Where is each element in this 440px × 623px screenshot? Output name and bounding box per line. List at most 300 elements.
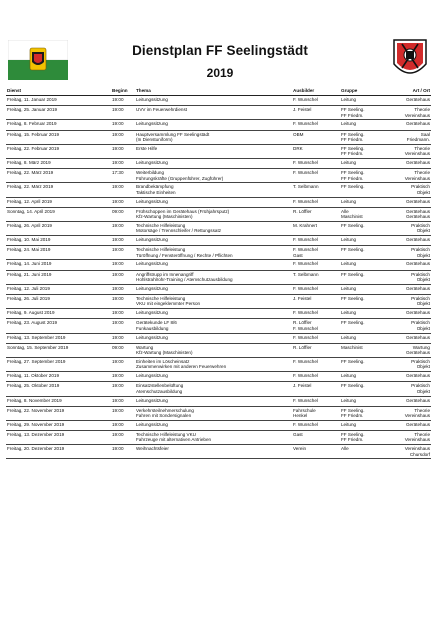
- column-header-dienst: Dienst: [7, 88, 22, 93]
- cell-begin: 19:00: [112, 397, 124, 403]
- cell-thema-line: Motorsäge / Trennschleifer / Rettungssatz: [136, 228, 222, 234]
- cell-art-ort-line: Praktisch: [411, 296, 430, 301]
- cell-ausbilder-line: F. Wunschel: [293, 325, 318, 331]
- cell-gruppe-line: FF Seeling.: [341, 247, 365, 253]
- cell-ausbilder-line: F. Wunschel: [293, 121, 318, 127]
- cell-thema: [136, 223, 221, 234]
- cell-begin: 19:00: [112, 446, 124, 452]
- table-row: [6, 96, 431, 106]
- column-header-art-ort: Art / Ort: [412, 88, 430, 93]
- cell-ausbilder-line: F. Wunschel: [293, 198, 318, 204]
- cell-art-ort-line: Gerätehaus: [405, 285, 430, 291]
- cell-begin: 19:00: [112, 432, 124, 438]
- table-row: [6, 421, 431, 431]
- cell-art-ort-line: Objekt: [416, 189, 430, 195]
- cell-art-ort-line: Praktisch: [411, 247, 430, 253]
- table-row: [6, 120, 431, 130]
- cell-date: Freitag, 29. November 2019: [7, 421, 65, 427]
- column-header-ausbilder: Ausbilder: [293, 88, 315, 93]
- cell-art-ort-line: Gerätehaus: [405, 97, 430, 102]
- cell-gruppe-line: Leitung: [341, 237, 357, 243]
- cell-thema: [136, 446, 169, 451]
- cell-thema: [136, 432, 211, 443]
- cell-ausbilder: [293, 383, 311, 388]
- cell-begin: 19:00: [112, 184, 124, 190]
- cell-gruppe-line: FF Seeling.: [341, 296, 365, 301]
- cell-gruppe: [341, 320, 365, 325]
- cell-thema-line: Leitungssitzung: [136, 159, 168, 165]
- cell-gruppe: [341, 446, 349, 451]
- cell-art-ort-line: Gerätehaus: [405, 237, 430, 243]
- cell-art-ort-line: Theorie: [414, 432, 430, 438]
- cell-art-ort: [405, 170, 430, 181]
- cell-ausbilder-line: F. Wunschel: [293, 421, 318, 427]
- cell-art-ort-line: Praktisch: [411, 222, 430, 228]
- cell-thema: [136, 97, 168, 102]
- cell-art-ort-line: Theorie: [414, 170, 430, 176]
- table-row: [6, 236, 431, 246]
- cell-thema: [136, 247, 233, 258]
- cell-thema-line: Hohlstrahlrohr-Training / Atemschutzausbildung: [136, 277, 233, 283]
- cell-gruppe-line: Leitung: [341, 310, 357, 316]
- cell-art-ort-line: Vereinshaus: [404, 446, 430, 452]
- cell-thema-line: Leitungssitzung: [136, 421, 168, 427]
- table-row: [6, 397, 431, 407]
- table-row: [6, 445, 431, 459]
- cell-gruppe: [341, 160, 356, 165]
- cell-ausbilder: [293, 184, 319, 189]
- cell-begin: 19:00: [112, 271, 124, 277]
- cell-ausbilder: [293, 446, 306, 451]
- cell-art-ort: [411, 383, 430, 394]
- cell-art-ort: [406, 261, 430, 266]
- cell-ausbilder: [293, 223, 317, 228]
- table-row: [6, 145, 431, 159]
- cell-art-ort-line: Vereinshaus: [404, 437, 430, 443]
- cell-thema-line: Türöffnung / Fensteröffnung / Rechte / Pflichten: [136, 252, 233, 258]
- cell-art-ort: [405, 432, 430, 443]
- cell-thema: [136, 132, 209, 143]
- cell-gruppe-line: Leitung: [341, 421, 357, 427]
- table-row: [6, 183, 431, 197]
- cell-date: Sonntag, 14. April 2019: [7, 208, 55, 214]
- cell-thema: [136, 398, 168, 403]
- cell-ausbilder-line: R. Löffler: [293, 208, 312, 214]
- column-header-thema: Thema: [136, 88, 151, 93]
- cell-gruppe-line: FF Seeling.: [341, 271, 365, 277]
- cell-date: Freitag, 22. November 2019: [7, 407, 65, 413]
- cell-thema: [136, 184, 176, 195]
- cell-ausbilder-line: J. Feistel: [293, 107, 312, 113]
- cell-thema-line: VKU mit eingeklemmter Person: [136, 301, 201, 307]
- cell-begin: 19:00: [112, 320, 124, 326]
- cell-ausbilder-line: F. Wunschel: [293, 261, 318, 267]
- cell-art-ort-line: Vereinshaus: [404, 175, 430, 181]
- cell-gruppe: [341, 132, 365, 143]
- cell-art-ort: [405, 107, 430, 118]
- cell-art-ort: [406, 345, 430, 356]
- cell-gruppe: [341, 97, 356, 102]
- table-row: [6, 358, 431, 372]
- table-row: [6, 260, 431, 270]
- cell-begin: 19:00: [112, 358, 124, 364]
- cell-gruppe: [341, 359, 365, 364]
- table-row: [6, 106, 431, 120]
- cell-gruppe-line: Maschinist: [341, 214, 363, 220]
- cell-art-ort-line: Vereinshaus: [404, 151, 430, 157]
- cell-ausbilder: [293, 209, 312, 214]
- cell-begin: 19:00: [112, 247, 124, 253]
- cell-ausbilder: [293, 247, 318, 258]
- cell-art-ort-line: Wartung: [412, 344, 430, 350]
- cell-art-ort: [405, 408, 430, 419]
- cell-art-ort-line: Objekt: [416, 301, 430, 307]
- cell-date: Freitag, 24. Mai 2019: [7, 247, 51, 253]
- cell-begin: 19:00: [112, 296, 124, 301]
- cell-gruppe-line: FF Seeling.: [341, 222, 365, 228]
- cell-gruppe-line: Leitung: [341, 373, 357, 379]
- cell-thema-line: Gerätekunde LF 8/6: [136, 320, 177, 326]
- cell-ausbilder-line: F. Wunschel: [293, 159, 318, 165]
- cell-date: Freitag, 26. April 2019: [7, 222, 52, 228]
- cell-art-ort-line: Objekt: [416, 277, 430, 283]
- cell-gruppe: [341, 335, 356, 340]
- cell-ausbilder: [293, 261, 318, 266]
- cell-gruppe: [341, 199, 356, 204]
- table-row: [6, 271, 431, 285]
- cell-begin: 19:00: [112, 121, 124, 127]
- cell-ausbilder-line: F. Wunschel: [293, 358, 318, 364]
- cell-art-ort-line: Gerätehaus: [405, 121, 430, 127]
- cell-art-ort: [411, 247, 430, 258]
- table-row: [6, 169, 431, 183]
- cell-gruppe: [341, 146, 365, 157]
- cell-thema-line: Kfz-Wartung (Maschinisten): [136, 214, 193, 220]
- cell-thema: [136, 121, 168, 126]
- table-row: [6, 198, 431, 208]
- cell-ausbilder-line: T. Selbmann: [293, 184, 319, 190]
- cell-gruppe: [341, 422, 356, 427]
- cell-thema: [136, 335, 168, 340]
- cell-ausbilder: [293, 296, 311, 301]
- cell-begin: 19:00: [112, 407, 124, 413]
- cell-gruppe-line: FF Friedm.: [341, 136, 364, 142]
- cell-gruppe: [341, 247, 365, 252]
- cell-date: Freitag, 10. Mai 2019: [7, 237, 51, 243]
- cell-ausbilder: [293, 359, 318, 364]
- cell-thema-line: Brandbekämpfung: [136, 184, 174, 190]
- cell-begin: 19:00: [112, 261, 124, 267]
- cell-art-ort: [405, 446, 430, 457]
- cell-gruppe: [341, 408, 365, 419]
- cell-art-ort: [406, 97, 430, 102]
- cell-gruppe-line: FF Seeling.: [341, 383, 365, 389]
- cell-ausbilder: [293, 146, 303, 151]
- cell-gruppe: [341, 209, 363, 220]
- cell-gruppe-line: Leitung: [341, 121, 357, 127]
- table-row: [6, 319, 431, 333]
- cell-ausbilder-line: F. Wunschel: [293, 237, 318, 243]
- cell-gruppe: [341, 121, 356, 126]
- cell-thema: [136, 296, 200, 307]
- cell-thema-line: Leitungssitzung: [136, 261, 168, 267]
- table-row: [6, 407, 431, 421]
- cell-thema-line: Fahren mit Sondersignalen: [136, 413, 192, 419]
- cell-gruppe: [341, 223, 365, 228]
- cell-ausbilder-line: Gast: [293, 432, 303, 438]
- cell-gruppe-line: Leitung: [341, 97, 357, 102]
- cell-thema-line: Technische Hilfeleistung VKU: [136, 432, 197, 438]
- cell-art-ort-line: Gerätehaus: [405, 159, 430, 165]
- cell-art-ort: [406, 398, 430, 403]
- cell-ausbilder-line: T. Selbmann: [293, 271, 319, 277]
- cell-thema: [136, 345, 193, 356]
- cell-art-ort: [406, 160, 430, 165]
- cell-date: Freitag, 22. Februar 2019: [7, 145, 60, 151]
- cell-art-ort: [405, 146, 430, 157]
- cell-begin: 19:00: [112, 285, 124, 291]
- cell-thema: [136, 320, 177, 331]
- cell-ausbilder: [293, 320, 318, 331]
- cell-ausbilder: [293, 170, 318, 175]
- cell-gruppe: [341, 286, 356, 291]
- cell-thema: [136, 286, 168, 291]
- cell-thema-line: Angriffstrupp im Innenangriff: [136, 271, 194, 277]
- cell-begin: 19:00: [112, 373, 124, 379]
- cell-ausbilder-line: F. Wunschel: [293, 97, 318, 102]
- cell-art-ort-line: Objekt: [416, 388, 430, 394]
- table-body: [6, 96, 431, 459]
- cell-thema: [136, 373, 168, 378]
- cell-thema-line: Wartung: [136, 344, 154, 350]
- cell-art-ort-line: Gerätehaus: [405, 208, 430, 214]
- cell-gruppe-line: Leitung: [341, 285, 357, 291]
- cell-thema-line: UVV im Feuerwehrdienst: [136, 107, 188, 113]
- cell-ausbilder-line: F. Wunschel: [293, 170, 318, 176]
- cell-thema-line: Weihnachtsfeier: [136, 446, 169, 452]
- cell-art-ort: [406, 199, 430, 204]
- cell-ausbilder: [293, 97, 318, 102]
- cell-art-ort: [411, 184, 430, 195]
- cell-art-ort-line: Praktisch: [411, 271, 430, 277]
- cell-thema-line: Leitungssitzung: [136, 334, 168, 340]
- cell-gruppe: [341, 170, 365, 181]
- cell-thema: [136, 261, 168, 266]
- cell-thema-line: Leitungssitzung: [136, 198, 168, 204]
- column-header-beginn: Beginn: [112, 88, 128, 93]
- cell-begin: 17:30: [112, 170, 124, 176]
- cell-ausbilder-line: OBM: [293, 131, 304, 137]
- cell-gruppe: [341, 237, 356, 242]
- cell-thema-line: Leitungssitzung: [136, 310, 168, 316]
- cell-thema-line: Leitungssitzung: [136, 373, 168, 379]
- cell-thema: [136, 310, 168, 315]
- column-header-gruppe: Gruppe: [341, 88, 358, 93]
- cell-art-ort: [406, 286, 430, 291]
- cell-thema: [136, 383, 183, 394]
- cell-thema-line: Hauptversammlung FF Seelingstädt: [136, 131, 210, 137]
- cell-ausbilder-line: J. Feistel: [293, 296, 312, 301]
- cell-art-ort: [407, 132, 430, 143]
- cell-gruppe-line: Maschinist: [341, 344, 363, 350]
- fire-brigade-crest-icon: [392, 38, 428, 82]
- cell-art-ort-line: Praktisch: [411, 358, 430, 364]
- cell-art-ort: [406, 373, 430, 378]
- cell-date: Freitag, 22. März 2019: [7, 170, 54, 176]
- cell-gruppe: [341, 398, 356, 403]
- cell-gruppe-line: Leitung: [341, 159, 357, 165]
- cell-gruppe: [341, 261, 356, 266]
- cell-gruppe: [341, 373, 356, 378]
- table-row: [6, 159, 431, 169]
- table-row: [6, 334, 431, 344]
- cell-art-ort-line: Vereinshaus: [404, 112, 430, 118]
- cell-art-ort-line: Gerätehaus: [405, 334, 430, 340]
- cell-ausbilder: [293, 432, 303, 437]
- cell-ausbilder: [293, 286, 318, 291]
- cell-thema: [136, 107, 187, 112]
- cell-date: Freitag, 22. März 2019: [7, 184, 54, 190]
- cell-thema-line: Technische Hilfeleistung: [136, 296, 186, 301]
- cell-gruppe-line: FF Seeling.: [341, 358, 365, 364]
- cell-gruppe: [341, 383, 365, 388]
- cell-art-ort: [406, 237, 430, 242]
- table-row: [6, 309, 431, 319]
- cell-thema: [136, 146, 157, 151]
- cell-art-ort: [406, 121, 430, 126]
- cell-gruppe-line: Alle: [341, 208, 349, 214]
- cell-date: Freitag, 8. November 2019: [7, 397, 62, 403]
- cell-ausbilder-line: Fahrschule: [293, 407, 316, 413]
- cell-ausbilder-line: Gast: [293, 252, 303, 258]
- cell-art-ort-line: Objekt: [416, 252, 430, 258]
- cell-art-ort-line: Gerätehaus: [405, 373, 430, 379]
- cell-thema-line: Technische Hilfeleistung: [136, 247, 186, 253]
- cell-art-ort-line: Gerätehaus: [405, 261, 430, 267]
- cell-gruppe: [341, 272, 365, 277]
- cell-ausbilder-line: F. Wunschel: [293, 285, 318, 291]
- cell-thema-line: Leitungssitzung: [136, 285, 168, 291]
- cell-art-ort-line: Gerätehaus: [405, 350, 430, 356]
- cell-begin: 09:00: [112, 344, 124, 350]
- cell-ausbilder: [293, 107, 311, 112]
- cell-begin: 19:00: [112, 310, 124, 316]
- cell-gruppe-line: FF Friedm.: [341, 112, 364, 118]
- cell-gruppe-line: FF Seeling.: [341, 407, 365, 413]
- cell-gruppe-line: FF Friedm.: [341, 175, 364, 181]
- cell-begin: 19:00: [112, 97, 124, 102]
- cell-date: Freitag, 15. Februar 2019: [7, 131, 60, 137]
- cell-date: Freitag, 26. Juli 2019: [7, 296, 50, 301]
- cell-art-ort-line: Gerätehaus: [405, 214, 430, 220]
- cell-ausbilder-line: M. Krahnert: [293, 222, 317, 228]
- table-row: [6, 382, 431, 396]
- cell-art-ort: [406, 335, 430, 340]
- table-row: [6, 372, 431, 382]
- cell-art-ort: [411, 296, 430, 307]
- cell-thema-line: Weiterbildung: [136, 170, 165, 176]
- cell-date: Freitag, 25. Oktober 2019: [7, 383, 60, 389]
- cell-art-ort-line: Objekt: [416, 325, 430, 331]
- cell-thema-line: Einsatzstellenbelüftung: [136, 383, 184, 389]
- cell-begin: 19:00: [112, 222, 124, 228]
- cell-art-ort-line: Gerätehaus: [405, 421, 430, 427]
- cell-thema-line: Technische Hilfeleistung: [136, 222, 186, 228]
- table-row: [6, 246, 431, 260]
- cell-gruppe-line: FF Seeling.: [341, 184, 365, 190]
- cell-art-ort-line: Objekt: [416, 228, 430, 234]
- cell-ausbilder-line: R. Löffler: [293, 344, 312, 350]
- cell-gruppe: [341, 184, 365, 189]
- cell-art-ort: [406, 310, 430, 315]
- cell-ausbilder-line: F. Wunschel: [293, 310, 318, 316]
- cell-begin: 19:00: [112, 198, 124, 204]
- cell-ausbilder: [293, 272, 319, 277]
- cell-date: Freitag, 21. Juni 2019: [7, 271, 52, 277]
- cell-ausbilder: [293, 310, 318, 315]
- cell-ausbilder-line: F. Wunschel: [293, 397, 318, 403]
- cell-gruppe-line: FF Seeling.: [341, 145, 365, 151]
- cell-thema-line: Zusammenwirken mit anderen Feuerwehren: [136, 364, 227, 370]
- cell-ausbilder: [293, 422, 318, 427]
- cell-thema-line: Frühschoppen im Gerätehaus (Frühjahrsputz): [136, 208, 230, 214]
- cell-art-ort: [406, 209, 430, 220]
- duty-roster-table: [6, 86, 431, 459]
- cell-thema-line: Einheiten im Löscheinsatz: [136, 358, 190, 364]
- cell-art-ort: [411, 272, 430, 283]
- cell-begin: 19:00: [112, 107, 124, 113]
- cell-art-ort-line: Chursdorf: [409, 451, 430, 457]
- cell-art-ort-line: Saal: [420, 131, 430, 137]
- cell-gruppe-line: FF Seeling.: [341, 170, 365, 176]
- cell-art-ort-line: Theorie: [414, 407, 430, 413]
- cell-ausbilder: [293, 408, 316, 419]
- cell-date: Freitag, 8. März 2019: [7, 159, 51, 165]
- cell-date: Freitag, 14. Juni 2019: [7, 261, 52, 267]
- cell-art-ort-line: Gerätehaus: [405, 198, 430, 204]
- cell-thema: [136, 359, 226, 370]
- cell-gruppe: [341, 296, 365, 301]
- cell-date: Freitag, 12. April 2019: [7, 198, 52, 204]
- cell-begin: 19:00: [112, 383, 124, 389]
- cell-gruppe-line: Leitung: [341, 397, 357, 403]
- cell-date: Freitag, 9. August 2019: [7, 310, 55, 316]
- cell-gruppe: [341, 107, 365, 118]
- cell-thema-line: Fahrzeuge mit alternativen Antrieben: [136, 437, 212, 443]
- cell-date: Freitag, 11. Oktober 2019: [7, 373, 60, 379]
- cell-art-ort: [411, 320, 430, 331]
- cell-thema: [136, 237, 168, 242]
- cell-thema: [136, 160, 168, 165]
- cell-ausbilder-line: J. Feistel: [293, 383, 312, 389]
- cell-date: Freitag, 12. Juli 2019: [7, 285, 50, 291]
- cell-ausbilder: [293, 398, 318, 403]
- cell-art-ort-line: Vereinshaus: [404, 413, 430, 419]
- cell-gruppe-line: FF Friedm.: [341, 437, 364, 443]
- cell-art-ort-line: Gerätehaus: [405, 397, 430, 403]
- cell-begin: 19:00: [112, 145, 124, 151]
- cell-art-ort-line: Praktisch: [411, 184, 430, 190]
- cell-ausbilder-line: F. Wunschel: [293, 247, 318, 253]
- cell-thema-line: Führungskräfte (Gruppenführer, Zugführer): [136, 175, 224, 181]
- cell-art-ort: [411, 359, 430, 370]
- table-row: [6, 131, 431, 145]
- cell-art-ort-line: Theorie: [414, 107, 430, 113]
- cell-begin: 19:00: [112, 159, 124, 165]
- cell-art-ort-line: Theorie: [414, 145, 430, 151]
- cell-date: Freitag, 23. August 2019: [7, 320, 58, 326]
- cell-art-ort-line: Praktisch: [411, 320, 430, 326]
